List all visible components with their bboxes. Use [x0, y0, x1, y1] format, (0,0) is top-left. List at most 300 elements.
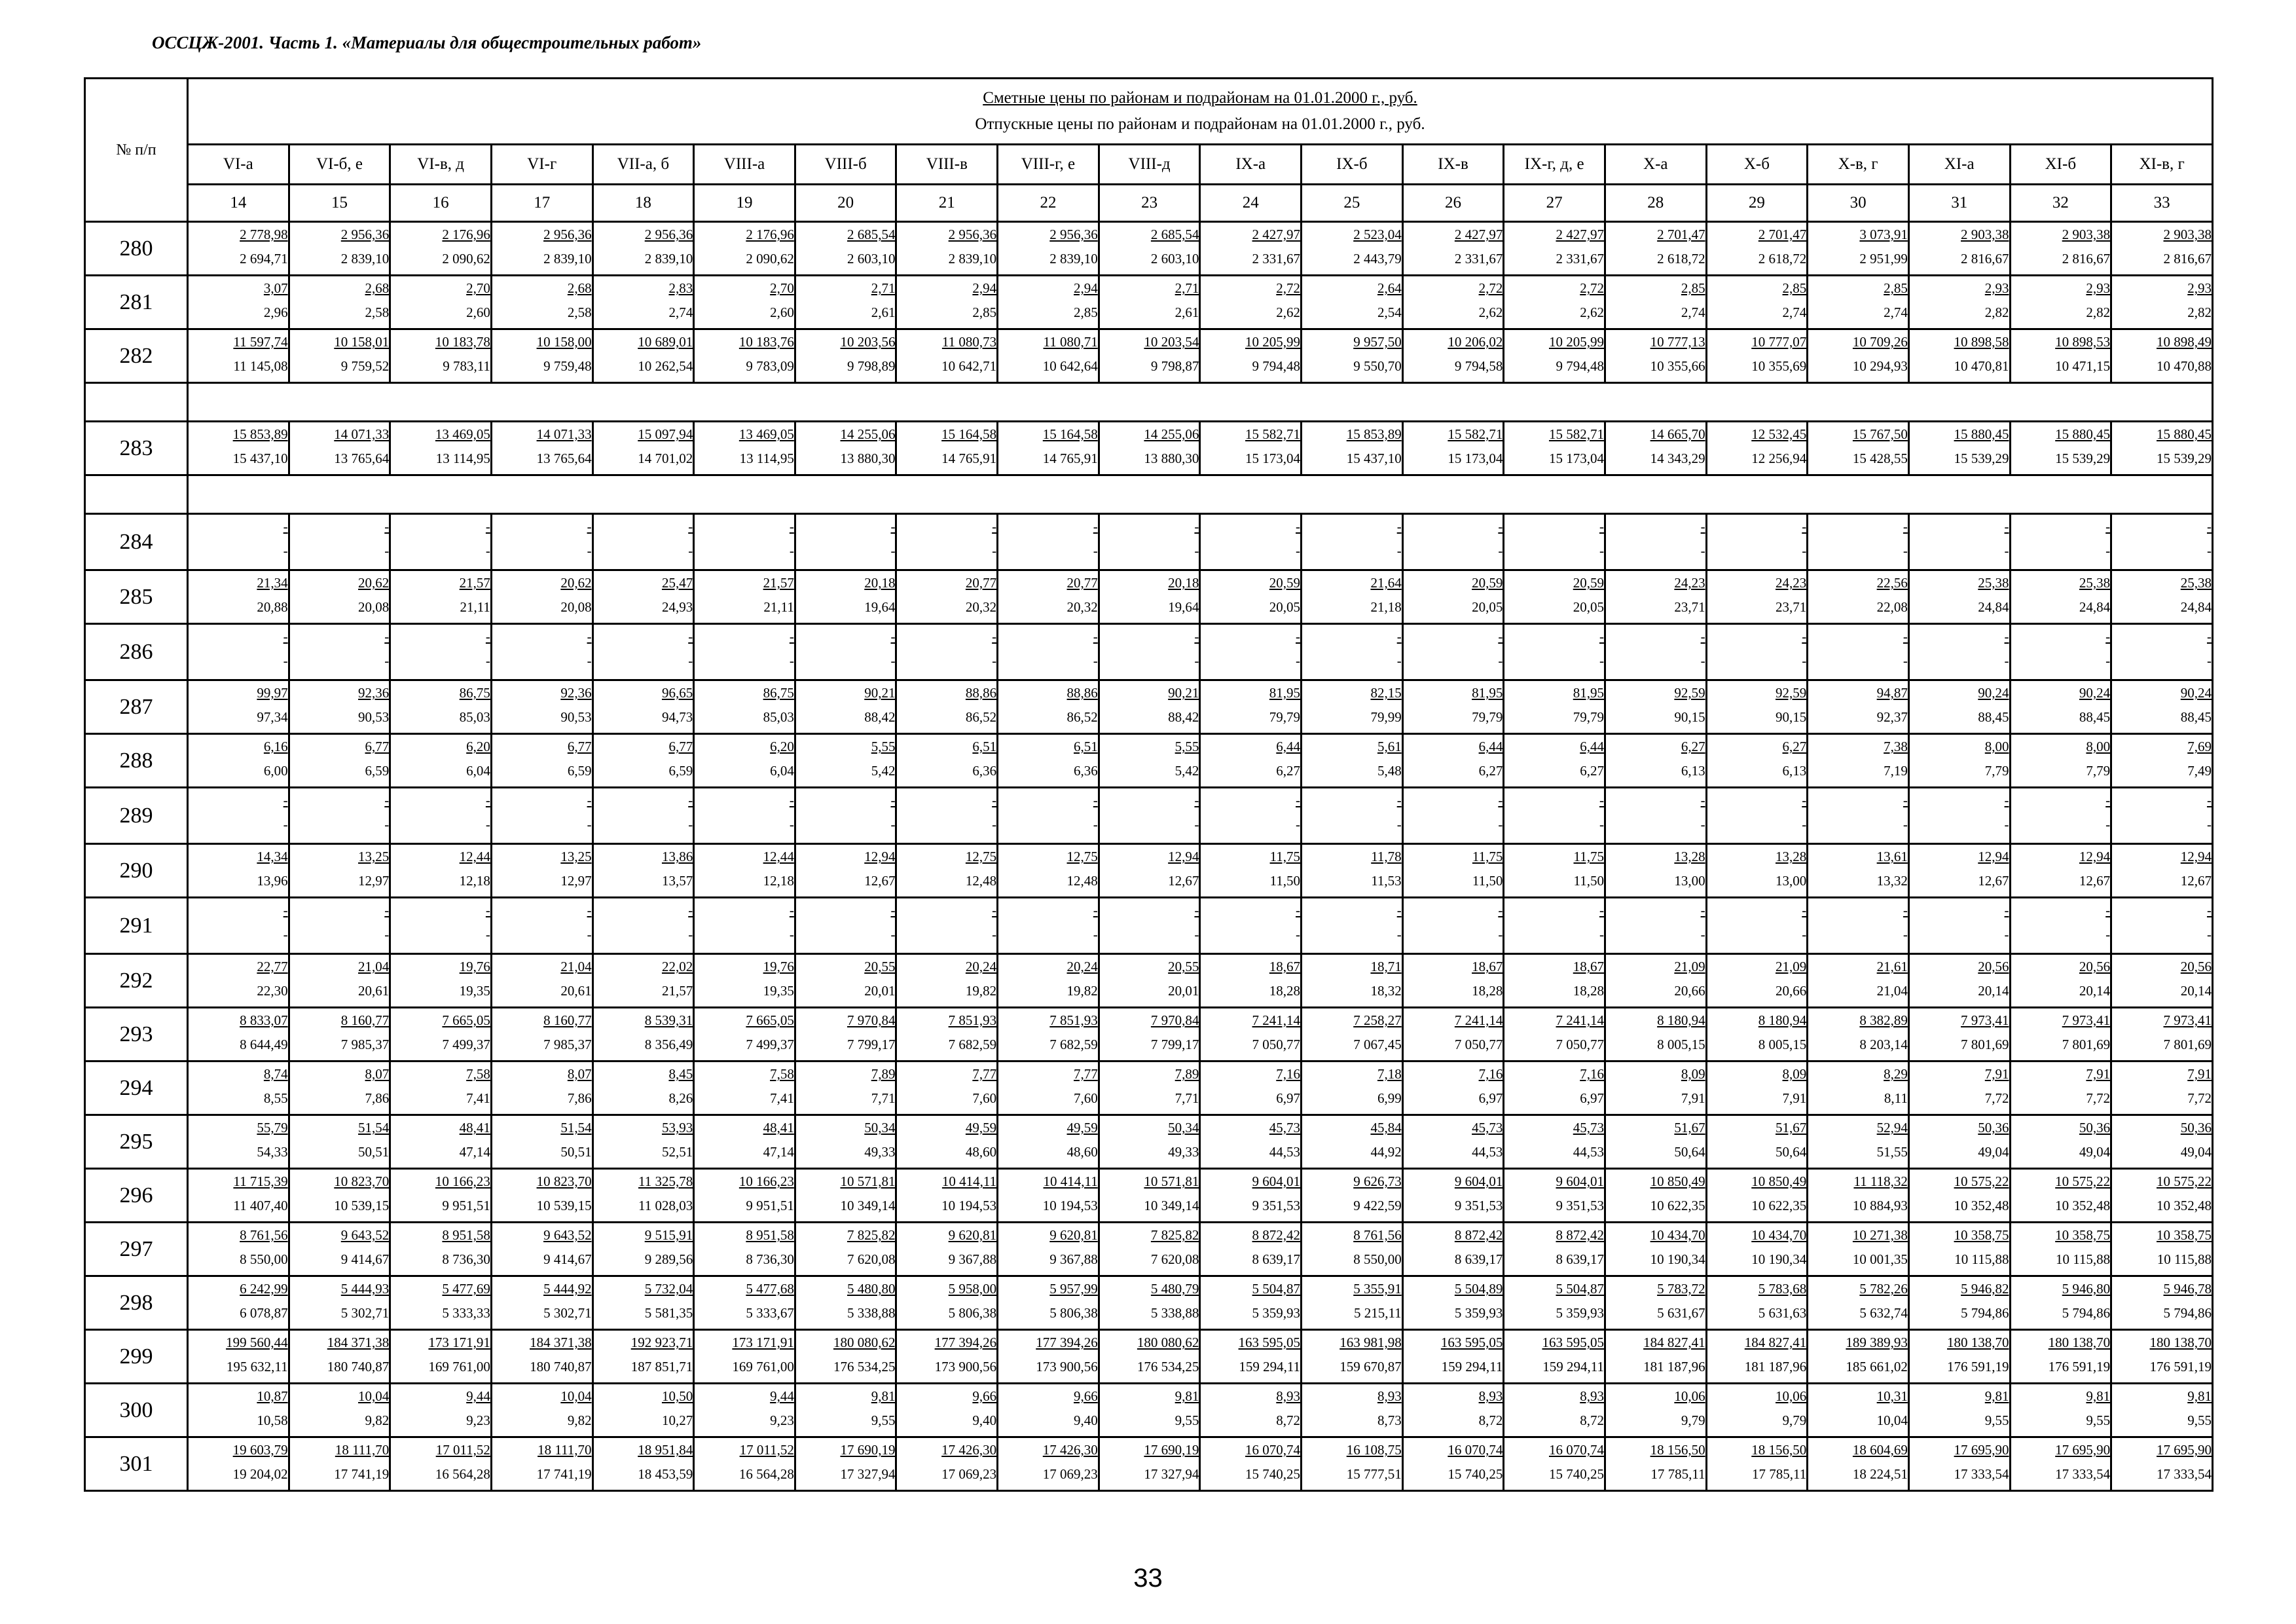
price-cell: [2010, 570, 2111, 624]
estimate-price: 6,20: [466, 739, 490, 754]
release-price: 10,58: [257, 1412, 288, 1428]
price-cell: [1605, 1115, 1706, 1169]
release-price: 2 694,71: [240, 251, 288, 267]
price-cell: [592, 1223, 694, 1276]
release-price: 19,35: [763, 983, 794, 999]
release-price: 2 331,67: [1454, 251, 1503, 267]
price-cell: [188, 788, 289, 844]
price-cell: [1302, 1437, 1403, 1491]
estimate-price: 11 325,78: [638, 1173, 693, 1189]
estimate-price: 18,67: [1269, 959, 1301, 974]
release-price: 18 453,59: [638, 1466, 693, 1482]
release-prices-title: Отпускные цены по районам и подрайонам на 01.01.2000 г., руб.: [975, 115, 1425, 133]
estimate-price: 10,06: [1776, 1388, 1807, 1404]
estimate-price: -: [1802, 629, 1807, 644]
price-cell: [1200, 1384, 1302, 1437]
release-price: -: [485, 927, 490, 942]
price-cell: [998, 680, 1099, 734]
estimate-price: 25,38: [2180, 575, 2212, 591]
estimate-price: 50,36: [1978, 1120, 2009, 1135]
price-cell: [2010, 222, 2111, 276]
table-row: [85, 954, 2213, 1008]
price-cell: [2010, 422, 2111, 475]
price-cell: [390, 788, 492, 844]
price-cell: [1200, 1061, 1302, 1115]
price-cell: [795, 1061, 896, 1115]
price-cell: [1200, 514, 1302, 570]
price-cell: [1706, 1115, 1808, 1169]
price-cell: [1402, 844, 1504, 898]
price-cell: [2111, 1169, 2213, 1223]
estimate-price: 2 778,98: [240, 227, 288, 242]
price-cell: [390, 329, 492, 383]
price-cell: [1908, 898, 2010, 954]
estimate-price: 12,94: [1168, 849, 1199, 864]
release-price: 2,74: [1681, 304, 1705, 320]
release-price: -: [1903, 653, 1908, 669]
release-price: 8,72: [1276, 1412, 1301, 1428]
price-cell: [1706, 734, 1808, 788]
price-cell: [795, 1223, 896, 1276]
price-cell: [1908, 1437, 2010, 1491]
region-header: VI-в, д: [390, 145, 492, 185]
price-cell: [592, 222, 694, 276]
release-price: 48,60: [965, 1144, 997, 1160]
price-cell: [1402, 1169, 1504, 1223]
estimate-price: 5 504,87: [1252, 1281, 1301, 1297]
estimate-price: -: [1498, 519, 1503, 534]
estimate-price: 8,09: [1681, 1066, 1705, 1082]
price-cell: [1200, 844, 1302, 898]
region-header: VII-а, б: [592, 145, 694, 185]
release-price: 9 289,56: [644, 1251, 693, 1267]
release-price: -: [2206, 927, 2212, 942]
release-price: 17 785,11: [1752, 1466, 1807, 1482]
release-price: 6,36: [972, 763, 997, 779]
price-cell: [1200, 276, 1302, 329]
estimate-price: 21,34: [257, 575, 288, 591]
estimate-price: -: [2206, 902, 2212, 918]
estimate-price: 17 426,30: [941, 1442, 997, 1458]
price-cell: [1908, 844, 2010, 898]
release-price: -: [1194, 543, 1199, 559]
release-price: 86,52: [1066, 709, 1098, 725]
price-cell: [1808, 570, 1909, 624]
price-cell: [1908, 788, 2010, 844]
release-price: 20,66: [1776, 983, 1807, 999]
price-cell: [2010, 844, 2111, 898]
estimate-price: 14,34: [257, 849, 288, 864]
price-cell: [592, 329, 694, 383]
price-cell: [491, 329, 592, 383]
price-cell: [1808, 1384, 1909, 1437]
price-cell: [795, 788, 896, 844]
estimate-price: 18 951,84: [638, 1442, 693, 1458]
estimate-price: 92,36: [358, 685, 390, 701]
release-price: 6,27: [1478, 763, 1503, 779]
estimate-price: 19 603,79: [232, 1442, 288, 1458]
release-price: 169 761,00: [732, 1359, 794, 1375]
table-row: [85, 788, 2213, 844]
estimate-price: 6,44: [1276, 739, 1301, 754]
price-cell: [1706, 954, 1808, 1008]
price-cell: [1605, 1223, 1706, 1276]
price-cell: [2010, 276, 2111, 329]
price-cell: [1605, 680, 1706, 734]
release-price: -: [1194, 817, 1199, 832]
estimate-price: 2,72: [1276, 280, 1301, 296]
release-price: -: [789, 927, 794, 942]
price-cell: [491, 680, 592, 734]
price-cell: [390, 844, 492, 898]
estimate-price: 11 597,74: [233, 334, 288, 350]
estimate-price: -: [587, 792, 592, 808]
release-price: 9,55: [2187, 1412, 2212, 1428]
price-cell: [896, 1437, 998, 1491]
release-price: 9 759,48: [543, 358, 592, 374]
release-price: 90,53: [560, 709, 592, 725]
release-price: 94,73: [661, 709, 693, 725]
estimate-price: 20,18: [864, 575, 896, 591]
divider-cell: [85, 475, 188, 514]
row-number: 297: [85, 1223, 188, 1276]
row-number-header: № п/п: [85, 79, 188, 222]
price-cell: [390, 1008, 492, 1061]
release-price: 19,82: [1066, 983, 1098, 999]
estimate-price: -: [2206, 519, 2212, 534]
price-cell: [1200, 1115, 1302, 1169]
release-price: 10 001,35: [1852, 1251, 1908, 1267]
estimate-price: 18,71: [1370, 959, 1402, 974]
price-cell: [896, 329, 998, 383]
release-price: 8 644,49: [240, 1037, 288, 1052]
release-price: 2 951,99: [1859, 251, 1908, 267]
estimate-price: 2,72: [1580, 280, 1604, 296]
estimate-price: -: [2004, 792, 2009, 808]
estimate-price: 12,94: [2180, 849, 2212, 864]
price-cell: [795, 1115, 896, 1169]
release-price: 20,88: [257, 599, 288, 615]
release-price: 20,61: [560, 983, 592, 999]
price-cell: [1706, 1276, 1808, 1330]
release-price: -: [1498, 927, 1503, 942]
estimate-price: 90,21: [1168, 685, 1199, 701]
price-cell: [795, 1330, 896, 1384]
release-price: 159 670,87: [1339, 1359, 1402, 1375]
estimate-price: 2 427,97: [1454, 227, 1503, 242]
price-cell: [1706, 844, 1808, 898]
price-cell: [1099, 1223, 1200, 1276]
estimate-price: 8 160,77: [543, 1012, 592, 1028]
estimate-price: -: [1599, 629, 1604, 644]
estimate-price: -: [1903, 519, 1908, 534]
release-price: -: [2206, 543, 2212, 559]
page-number: 33: [1133, 1564, 1163, 1593]
price-cell: [694, 734, 795, 788]
release-price: 2 618,72: [1657, 251, 1705, 267]
region-header: VIII-г, е: [998, 145, 1099, 185]
estimate-price: -: [1093, 792, 1098, 808]
estimate-price: 17 011,52: [435, 1442, 490, 1458]
estimate-price: -: [2004, 902, 2009, 918]
release-price: 52,51: [661, 1144, 693, 1160]
estimate-price: -: [1903, 902, 1908, 918]
release-price: 19,82: [965, 983, 997, 999]
estimate-price: -: [992, 629, 997, 644]
release-price: 20,32: [965, 599, 997, 615]
estimate-price: 9,81: [871, 1388, 896, 1404]
estimate-price: 17 690,19: [1144, 1442, 1199, 1458]
estimate-price: 21,09: [1674, 959, 1705, 974]
price-cell: [1200, 1223, 1302, 1276]
estimate-price: 7 258,27: [1353, 1012, 1402, 1028]
estimate-price: 7,16: [1580, 1066, 1604, 1082]
release-price: 23,71: [1776, 599, 1807, 615]
price-cell: [795, 1008, 896, 1061]
price-cell: [1099, 1169, 1200, 1223]
release-price: 86,52: [965, 709, 997, 725]
price-cell: [694, 1223, 795, 1276]
release-price: 44,53: [1573, 1144, 1604, 1160]
estimate-price: 10 358,75: [1954, 1227, 2009, 1243]
estimate-price: 20,24: [1066, 959, 1098, 974]
row-number: 298: [85, 1276, 188, 1330]
estimate-price: 5 946,78: [2163, 1281, 2212, 1297]
price-cell: [1302, 276, 1403, 329]
price-cell: [1605, 329, 1706, 383]
release-price: -: [1296, 927, 1301, 942]
release-price: 15 539,29: [2156, 451, 2212, 466]
estimate-price: 7,69: [2187, 739, 2212, 754]
release-price: 9 783,11: [443, 358, 490, 374]
release-price: 2,74: [668, 304, 693, 320]
release-price: 12,67: [2079, 873, 2111, 889]
price-cell: [896, 1115, 998, 1169]
release-price: 6,04: [466, 763, 490, 779]
release-price: 8 005,15: [1758, 1037, 1807, 1052]
release-price: 7,60: [972, 1090, 997, 1106]
estimate-price: -: [2105, 792, 2111, 808]
row-number: 295: [85, 1115, 188, 1169]
price-cell: [1099, 329, 1200, 383]
release-price: 24,93: [661, 599, 693, 615]
release-price: 9 794,48: [1556, 358, 1604, 374]
estimate-price: 8,45: [668, 1066, 693, 1082]
estimate-price: -: [587, 519, 592, 534]
price-cell: [694, 954, 795, 1008]
price-cell: [1808, 624, 1909, 680]
estimate-price: 51,67: [1674, 1120, 1705, 1135]
release-price: 10 884,93: [1852, 1198, 1908, 1213]
price-cell: [491, 1437, 592, 1491]
price-cell: [1099, 624, 1200, 680]
estimate-price: 10 271,38: [1852, 1227, 1908, 1243]
estimate-price: 13 469,05: [435, 426, 490, 442]
estimate-price: 5 504,89: [1454, 1281, 1503, 1297]
estimate-price: 2 427,97: [1252, 227, 1301, 242]
estimate-price: 8 761,56: [1353, 1227, 1402, 1243]
estimate-price: 2,94: [972, 280, 997, 296]
price-cell: [289, 680, 390, 734]
price-cell: [1302, 1330, 1403, 1384]
release-price: 79,99: [1370, 709, 1402, 725]
estimate-price: 90,24: [2180, 685, 2212, 701]
release-price: 5 359,93: [1252, 1305, 1301, 1321]
price-cell: [1908, 1276, 2010, 1330]
table-row: [85, 1061, 2213, 1115]
release-price: -: [1093, 817, 1098, 832]
release-price: -: [1599, 653, 1604, 669]
release-price: 19,64: [1168, 599, 1199, 615]
release-price: 9,23: [770, 1412, 794, 1428]
estimate-price: 2,94: [1074, 280, 1098, 296]
estimate-price: -: [283, 519, 288, 534]
release-price: -: [485, 653, 490, 669]
region-header: XI-а: [1908, 145, 2010, 185]
estimate-price: 2 176,96: [746, 227, 794, 242]
row-number: 296: [85, 1169, 188, 1223]
estimate-price: 24,23: [1776, 575, 1807, 591]
estimate-price: 10 823,70: [334, 1173, 390, 1189]
release-price: 173 900,56: [1036, 1359, 1098, 1375]
price-cell: [998, 329, 1099, 383]
price-cell: [998, 1330, 1099, 1384]
estimate-price: 10 575,22: [2055, 1173, 2111, 1189]
release-price: 5 794,86: [2062, 1305, 2111, 1321]
estimate-price: 8,00: [1984, 739, 2009, 754]
estimate-price: -: [1700, 792, 1705, 808]
price-cell: [1099, 788, 1200, 844]
price-cell: [2111, 1384, 2213, 1437]
release-price: -: [688, 653, 693, 669]
price-cell: [592, 734, 694, 788]
estimate-price: -: [2105, 519, 2111, 534]
release-price: -: [789, 653, 794, 669]
estimate-price: 21,04: [560, 959, 592, 974]
release-price: 9,79: [1782, 1412, 1807, 1428]
estimate-price: 5 480,79: [1150, 1281, 1199, 1297]
estimate-price: 17 695,90: [2156, 1442, 2212, 1458]
estimate-price: -: [890, 902, 896, 918]
price-cell: [1200, 1437, 1302, 1491]
price-cell: [188, 1061, 289, 1115]
price-cell: [2010, 1330, 2111, 1384]
release-price: 12,48: [965, 873, 997, 889]
price-cell: [1504, 514, 1605, 570]
estimate-price: -: [485, 792, 490, 808]
price-cell: [1605, 422, 1706, 475]
estimate-price: -: [992, 902, 997, 918]
estimate-price: 81,95: [1573, 685, 1604, 701]
release-price: 11,50: [1472, 873, 1503, 889]
release-price: 15 740,25: [1448, 1466, 1503, 1482]
price-cell: [390, 1061, 492, 1115]
estimate-price: 8,09: [1782, 1066, 1807, 1082]
release-price: 17 741,19: [334, 1466, 390, 1482]
estimate-price: 13,86: [661, 849, 693, 864]
row-number: 288: [85, 734, 188, 788]
release-price: -: [789, 543, 794, 559]
release-price: -: [789, 817, 794, 832]
price-cell: [2111, 898, 2213, 954]
release-price: 88,45: [2180, 709, 2212, 725]
release-price: -: [1498, 817, 1503, 832]
release-price: 47,14: [459, 1144, 490, 1160]
estimate-price: -: [1802, 902, 1807, 918]
release-price: 6,00: [263, 763, 288, 779]
release-price: 7 499,37: [442, 1037, 490, 1052]
release-price: 2,60: [466, 304, 490, 320]
estimate-price: -: [1700, 629, 1705, 644]
release-price: -: [1396, 543, 1402, 559]
estimate-price: 10 898,58: [1954, 334, 2009, 350]
release-price: 17 333,54: [2055, 1466, 2111, 1482]
row-number: 291: [85, 898, 188, 954]
release-price: -: [283, 817, 288, 832]
region-header: IX-б: [1302, 145, 1403, 185]
price-cell: [1099, 1061, 1200, 1115]
price-cell: [390, 898, 492, 954]
estimate-price: 10 183,78: [435, 334, 490, 350]
estimate-price: -: [1498, 629, 1503, 644]
release-price: 8 550,00: [1353, 1251, 1402, 1267]
price-cell: [1200, 329, 1302, 383]
release-price: 21,11: [763, 599, 794, 615]
estimate-price: 10,31: [1876, 1388, 1908, 1404]
release-price: 14 765,91: [941, 451, 997, 466]
price-cell: [1302, 624, 1403, 680]
estimate-price: 19,76: [763, 959, 794, 974]
release-price: 8 356,49: [644, 1037, 693, 1052]
price-cell: [289, 1061, 390, 1115]
estimate-price: -: [890, 519, 896, 534]
estimate-price: 20,56: [2180, 959, 2212, 974]
estimate-price: 9 643,52: [543, 1227, 592, 1243]
price-cell: [1504, 954, 1605, 1008]
release-price: -: [992, 543, 997, 559]
release-price: 48,60: [1066, 1144, 1098, 1160]
row-number: 293: [85, 1008, 188, 1061]
estimate-price: 180 138,70: [2149, 1335, 2212, 1350]
price-cell: [1504, 624, 1605, 680]
estimate-price: 20,59: [1573, 575, 1604, 591]
release-price: 14 701,02: [638, 451, 693, 466]
price-cell: [1402, 788, 1504, 844]
release-price: 12,67: [864, 873, 896, 889]
estimate-price: -: [789, 519, 794, 534]
price-cell: [188, 734, 289, 788]
estimate-price: -: [1194, 792, 1199, 808]
price-cell: [896, 788, 998, 844]
price-cell: [1302, 1008, 1403, 1061]
price-cell: [896, 1061, 998, 1115]
release-price: -: [1498, 543, 1503, 559]
price-cell: [1706, 788, 1808, 844]
price-cell: [1402, 329, 1504, 383]
estimate-price: 173 171,91: [428, 1335, 490, 1350]
release-price: 181 187,96: [1643, 1359, 1705, 1375]
row-number: 300: [85, 1384, 188, 1437]
estimate-price: 16 070,74: [1245, 1442, 1301, 1458]
price-cell: [1200, 422, 1302, 475]
table-row: [85, 844, 2213, 898]
release-price: 6,27: [1580, 763, 1604, 779]
estimate-price: -: [688, 519, 693, 534]
release-price: 7,91: [1782, 1090, 1807, 1106]
release-price: 7,49: [2187, 763, 2212, 779]
estimate-price: 10 158,01: [334, 334, 390, 350]
estimate-price: 45,73: [1573, 1120, 1604, 1135]
